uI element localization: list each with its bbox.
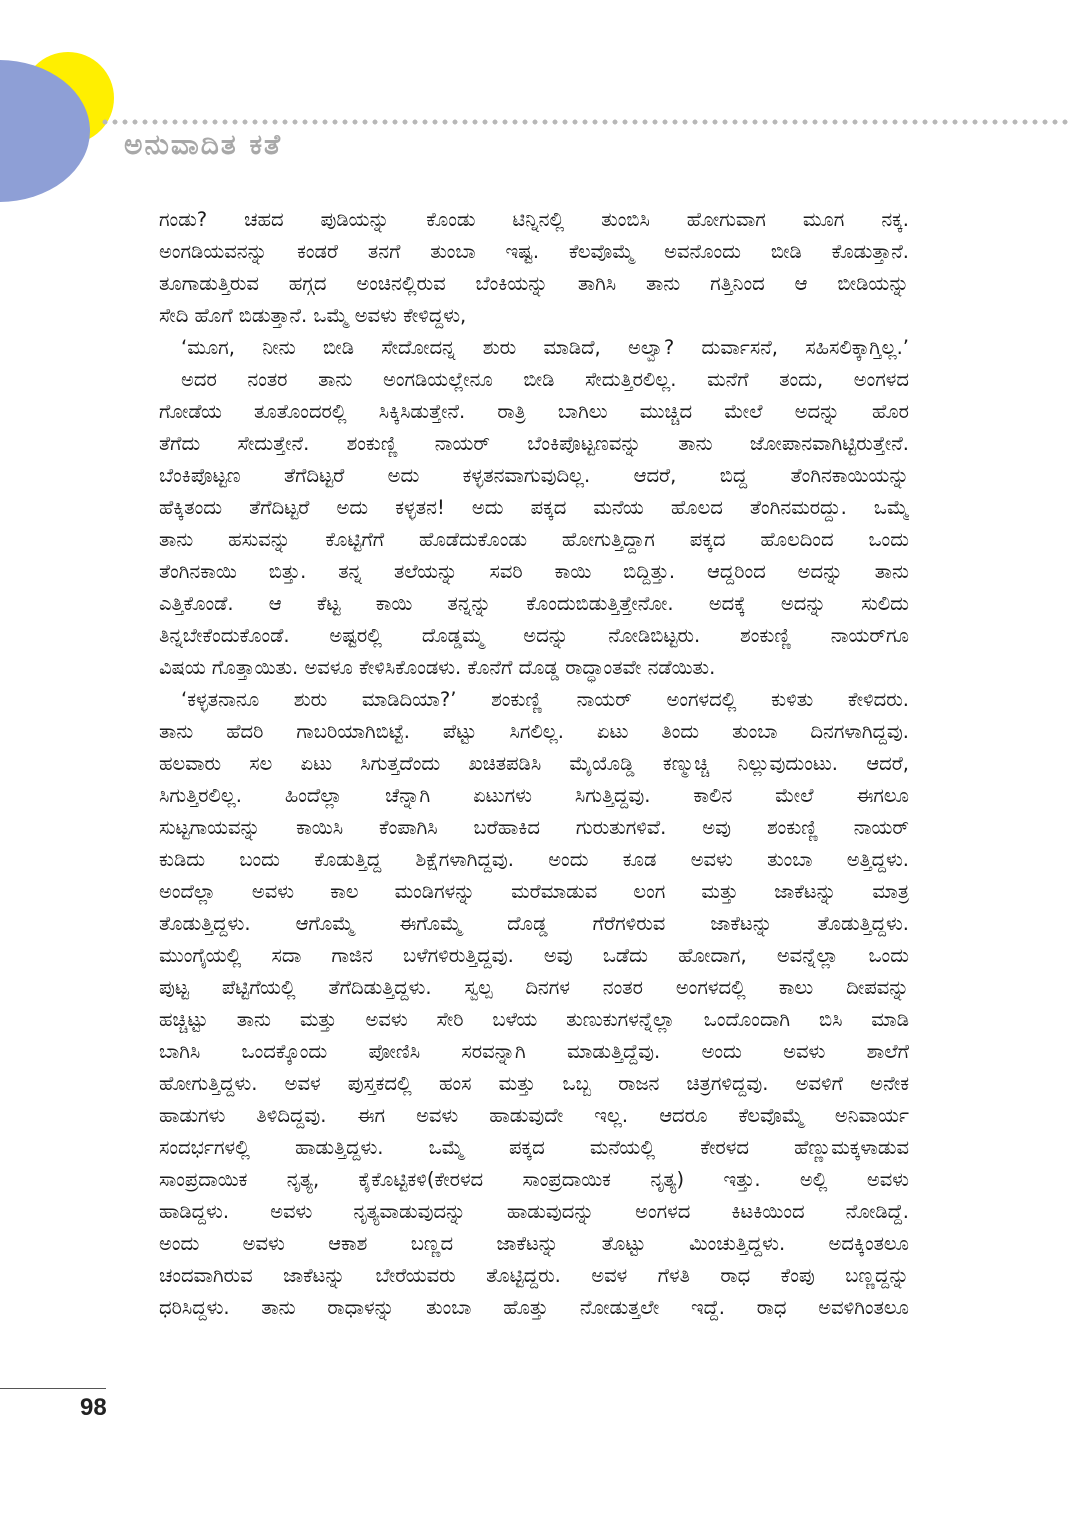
text-line: ತಾನು ಹಸುವನ್ನು ಕೊಟ್ಟಿಗೆಗೆ ಹೊಡೆದುಕೊಂಡು ಹೋಗುತ್ತಿದ್ದಾಗ ಪಕ್ಕದ ಹೊಲದಿಂದ ಒಂದು <box>159 528 909 551</box>
text-line: ‘ಮೂಗ, ನೀನು ಬೀಡಿ ಸೇದೋದನ್ನ ಶುರು ಮಾಡಿದೆ, ಅಲ್ವಾ? ದುರ್ವಾಸನೆ, ಸಹಿಸಲಿಕ್ಕಾಗ್ತಿಲ್ಲ.’ <box>181 336 909 359</box>
text-line: ಹೆಕ್ಕಿತಂದು ತೆಗೆದಿಟ್ಟರೆ ಅದು ಕಳ್ಳತನ! ಅದು ಪಕ್ಕದ ಮನೆಯ ಹೊಲದ ತೆಂಗಿನಮರದ್ದು. ಒಮ್ಮೆ <box>159 496 909 519</box>
text-line: ಸೇದಿ ಹೊಗೆ ಬಿಡುತ್ತಾನೆ. ಒಮ್ಮೆ ಅವಳು ಕೇಳಿದ್ದಳು, <box>159 304 467 327</box>
text-line: ಗಂಡು? ಚಹದ ಪುಡಿಯನ್ನು ಕೊಂಡು ಟಿನ್ನಿನಲ್ಲಿ ತುಂಬಿಸಿ ಹೋಗುವಾಗ ಮೂಗ ನಕ್ಕ. <box>159 208 909 231</box>
text-line: ತೆಗೆದು ಸೇದುತ್ತೇನೆ. ಶಂಕುಣ್ಣಿ ನಾಯರ್ ಬೆಂಕಿಪೊಟ್ಟಣವನ್ನು ತಾನು ಜೋಪಾನವಾಗಿಟ್ಟಿರುತ್ತೇನೆ. <box>159 432 909 455</box>
text-line: ಹೋಗುತ್ತಿದ್ದಳು. ಅವಳ ಪುಸ್ತಕದಲ್ಲಿ ಹಂಸ ಮತ್ತು ಒಬ್ಬ ರಾಜನ ಚಿತ್ರಗಳಿದ್ದವು. ಅವಳಿಗೆ ಅನೇಕ <box>159 1072 909 1095</box>
text-line: ತಾನು ಹೆದರಿ ಗಾಬರಿಯಾಗಿಬಿಟ್ಟೆ. ಪೆಟ್ಟು ಸಿಗಲಿಲ್ಲ. ಏಟು ತಿಂದು ತುಂಬಾ ದಿನಗಳಾಗಿದ್ದವು. <box>159 720 909 743</box>
text-line: ತೆಂಗಿನಕಾಯಿ ಬಿತ್ತು. ತನ್ನ ತಲೆಯನ್ನು ಸವರಿ ಕಾಯಿ ಬಿದ್ದಿತ್ತು. ಆದ್ದರಿಂದ ಅದನ್ನು ತಾನು <box>159 560 909 583</box>
text-line: ಸುಟ್ಟಗಾಯವನ್ನು ಕಾಯಿಸಿ ಕೆಂಪಾಗಿಸಿ ಬರೆಹಾಕಿದ ಗುರುತುಗಳಿವೆ. ಅವು ಶಂಕುಣ್ಣಿ ನಾಯರ್ <box>159 816 909 839</box>
footer-rule <box>0 1388 106 1389</box>
text-line: ಬೆಂಕಿಪೊಟ್ಟಣ ತೆಗೆದಿಟ್ಟರೆ ಅದು ಕಳ್ಳತನವಾಗುವುದಿಲ್ಲ. ಆದರೆ, ಬಿದ್ದ ತೆಂಗಿನಕಾಯಿಯನ್ನು <box>159 464 909 487</box>
text-line: ಹಾಡುಗಳು ತಿಳಿದಿದ್ದವು. ಈಗ ಅವಳು ಹಾಡುವುದೇ ಇಲ್ಲ. ಆದರೂ ಕೆಲವೊಮ್ಮೆ ಅನಿವಾರ್ಯ <box>159 1104 909 1127</box>
text-line: ಮುಂಗೈಯಲ್ಲಿ ಸದಾ ಗಾಜಿನ ಬಳೆಗಳಿರುತ್ತಿದ್ದವು. ಅವು ಒಡೆದು ಹೋದಾಗ, ಅವನ್ನೆಲ್ಲಾ ಒಂದು <box>159 944 909 967</box>
story-body <box>159 204 909 1324</box>
dotted-header-rule <box>100 119 1072 125</box>
text-line: ಸಿಗುತ್ತಿರಲಿಲ್ಲ. ಹಿಂದೆಲ್ಲಾ ಚೆನ್ನಾಗಿ ಏಟುಗಳು ಸಿಗುತ್ತಿದ್ದವು. ಕಾಲಿನ ಮೇಲೆ ಈಗಲೂ <box>159 784 909 807</box>
text-line: ಎತ್ತಿಕೊಂಡೆ. ಆ ಕೆಟ್ಟ ಕಾಯಿ ತನ್ನನ್ನು ಕೊಂದುಬಿಡುತ್ತಿತ್ತೇನೋ. ಅದಕ್ಕೆ ಅದನ್ನು ಸುಲಿದು <box>159 592 909 615</box>
text-line: ತೂಗಾಡುತ್ತಿರುವ ಹಗ್ಗದ ಅಂಚಿನಲ್ಲಿರುವ ಬೆಂಕಿಯನ್ನು ತಾಗಿಸಿ ತಾನು ಗತ್ತಿನಿಂದ ಆ ಬೀಡಿಯನ್ನು <box>159 272 909 295</box>
text-line: ಅಂದು ಅವಳು ಆಕಾಶ ಬಣ್ಣದ ಜಾಕೆಟನ್ನು ತೊಟ್ಟು ಮಿಂಚುತ್ತಿದ್ದಳು. ಅದಕ್ಕಿಂತಲೂ <box>159 1232 909 1255</box>
text-line: ಕುಡಿದು ಬಂದು ಕೊಡುತ್ತಿದ್ದ ಶಿಕ್ಷೆಗಳಾಗಿದ್ದವು. ಅಂದು ಕೂಡ ಅವಳು ತುಂಬಾ ಅತ್ತಿದ್ದಳು. <box>159 848 909 871</box>
text-line: ಗೋಡೆಯ ತೂತೊಂದರಲ್ಲಿ ಸಿಕ್ಕಿಸಿಡುತ್ತೇನೆ. ರಾತ್ರಿ ಬಾಗಿಲು ಮುಚ್ಚಿದ ಮೇಲೆ ಅದನ್ನು ಹೊರ <box>159 400 909 423</box>
text-line: ಹಲವಾರು ಸಲ ಏಟು ಸಿಗುತ್ತದೆಂದು ಖಚಿತಪಡಿಸಿ ಮೈಯೊಡ್ಡಿ ಕಣ್ಮುಚ್ಚಿ ನಿಲ್ಲುವುದುಂಟು. ಆದರೆ, <box>159 752 909 775</box>
text-line: ಸಾಂಪ್ರದಾಯಿಕ ನೃತ್ಯ, ಕೈಕೊಟ್ಟಿಕಳಿ(ಕೇರಳದ ಸಾಂಪ್ರದಾಯಿಕ ನೃತ್ಯ) ಇತ್ತು. ಅಲ್ಲಿ ಅವಳು <box>159 1168 909 1191</box>
text-line: ‘ಕಳ್ಳತನಾನೂ ಶುರು ಮಾಡಿದಿಯಾ?’ ಶಂಕುಣ್ಣಿ ನಾಯರ್ ಅಂಗಳದಲ್ಲಿ ಕುಳಿತು ಕೇಳಿದರು. <box>181 688 909 711</box>
text-line: ಅದರ ನಂತರ ತಾನು ಅಂಗಡಿಯಲ್ಲೇನೂ ಬೀಡಿ ಸೇದುತ್ತಿರಲಿಲ್ಲ. ಮನೆಗೆ ತಂದು, ಅಂಗಳದ <box>181 368 909 391</box>
text-line: ಹಚ್ಚಿಟ್ಟು ತಾನು ಮತ್ತು ಅವಳು ಸೇರಿ ಬಳೆಯ ತುಣುಕುಗಳನ್ನೆಲ್ಲಾ ಒಂದೊಂದಾಗಿ ಬಿಸಿ ಮಾಡಿ <box>159 1008 909 1031</box>
text-line: ಚಂದವಾಗಿರುವ ಜಾಕೆಟನ್ನು ಬೇರೆಯವರು ತೊಟ್ಟಿದ್ದರು. ಅವಳ ಗೆಳತಿ ರಾಧ ಕೆಂಪು ಬಣ್ಣದ್ದನ್ನು <box>159 1264 909 1287</box>
text-line: ಧರಿಸಿದ್ದಳು. ತಾನು ರಾಧಾಳನ್ನು ತುಂಬಾ ಹೊತ್ತು ನೋಡುತ್ತಲೇ ಇದ್ದೆ. ರಾಧ ಅವಳಿಗಿಂತಲೂ <box>159 1296 909 1319</box>
page-number: 98 <box>80 1394 107 1421</box>
text-line: ಸಂದರ್ಭಗಳಲ್ಲಿ ಹಾಡುತ್ತಿದ್ದಳು. ಒಮ್ಮೆ ಪಕ್ಕದ ಮನೆಯಲ್ಲಿ ಕೇರಳದ ಹೆಣ್ಣುಮಕ್ಕಳಾಡುವ <box>159 1136 909 1159</box>
text-line: ಬಾಗಿಸಿ ಒಂದಕ್ಕೊಂದು ಪೋಣಿಸಿ ಸರವನ್ನಾಗಿ ಮಾಡುತ್ತಿದ್ದೆವು. ಅಂದು ಅವಳು ಶಾಲೆಗೆ <box>159 1040 909 1063</box>
text-line: ಅಂದೆಲ್ಲಾ ಅವಳು ಕಾಲ ಮಂಡಿಗಳನ್ನು ಮರೆಮಾಡುವ ಲಂಗ ಮತ್ತು ಜಾಕೆಟನ್ನು ಮಾತ್ರ <box>159 880 909 903</box>
text-line: ವಿಷಯ ಗೊತ್ತಾಯಿತು. ಅವಳೂ ಕೇಳಿಸಿಕೊಂಡಳು. ಕೊನೆಗೆ ದೊಡ್ಡ ರಾದ್ಧಾಂತವೇ ನಡೆಯಿತು. <box>159 656 716 679</box>
text-line: ಪುಟ್ಟ ಪೆಟ್ಟಿಗೆಯಲ್ಲಿ ತೆಗೆದಿಡುತ್ತಿದ್ದಳು. ಸ್ವಲ್ಪ ದಿನಗಳ ನಂತರ ಅಂಗಳದಲ್ಲಿ ಕಾಲು ದೀಪವನ್ನು <box>159 976 909 999</box>
text-line: ಅಂಗಡಿಯವನನ್ನು ಕಂಡರೆ ತನಗೆ ತುಂಬಾ ಇಷ್ಟ. ಕೆಲವೊಮ್ಮೆ ಅವನೊಂದು ಬೀಡಿ ಕೊಡುತ್ತಾನೆ. <box>159 240 909 263</box>
text-line: ತಿನ್ನಬೇಕೆಂದುಕೊಂಡೆ. ಅಷ್ಟರಲ್ಲಿ ದೊಡ್ಡಮ್ಮ ಅದನ್ನು ನೋಡಿಬಿಟ್ಟರು. ಶಂಕುಣ್ಣಿ ನಾಯರ್‌ಗೂ <box>159 624 909 647</box>
text-line: ಹಾಡಿದ್ದಳು. ಅವಳು ನೃತ್ಯವಾಡುವುದನ್ನು ಹಾಡುವುದನ್ನು ಅಂಗಳದ ಕಿಟಕಿಯಿಂದ ನೋಡಿದ್ದೆ. <box>159 1200 909 1223</box>
section-title: ಅನುವಾದಿತ ಕತೆ <box>124 128 283 161</box>
text-line: ತೊಡುತ್ತಿದ್ದಳು. ಆಗೊಮ್ಮೆ ಈಗೊಮ್ಮೆ ದೊಡ್ಡ ಗೆರೆಗಳಿರುವ ಜಾಕೆಟನ್ನು ತೊಡುತ್ತಿದ್ದಳು. <box>159 912 909 935</box>
